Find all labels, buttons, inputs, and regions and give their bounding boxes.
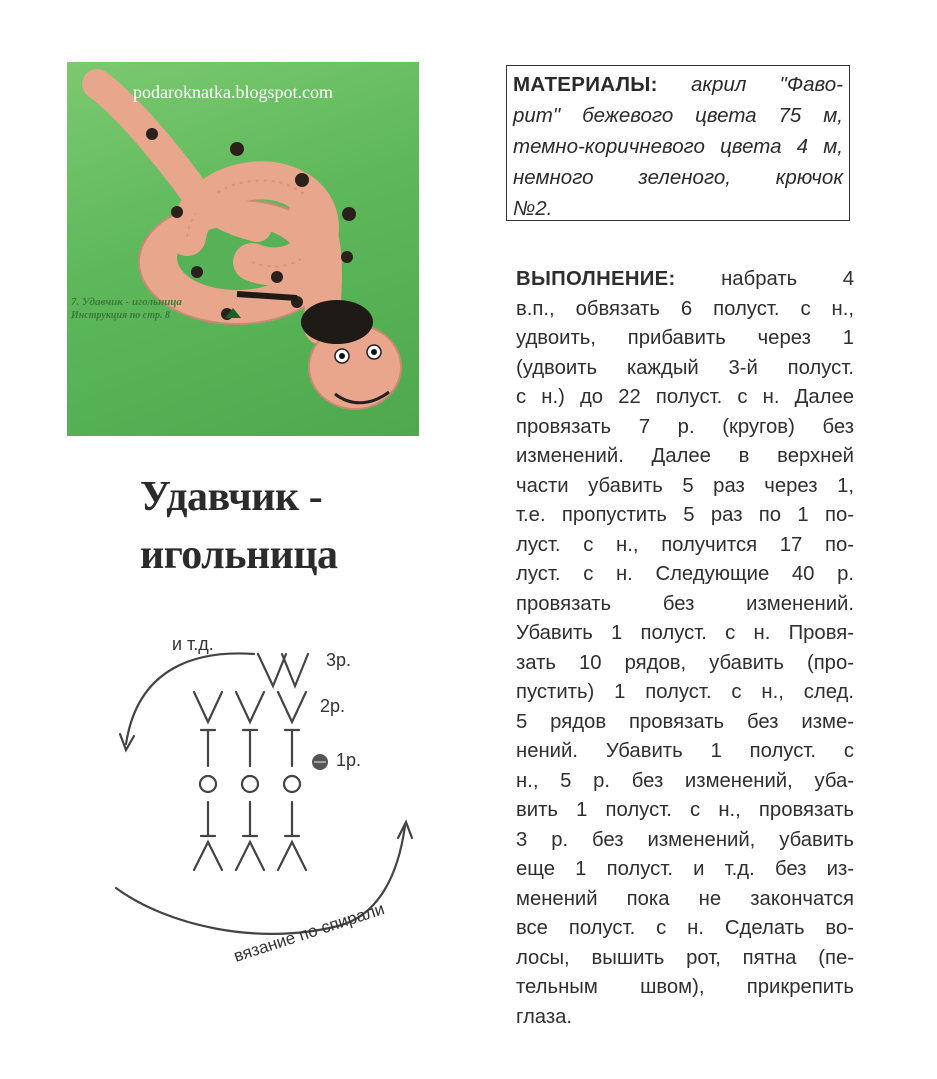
instructions-line: удвоить, прибавить через 1: [516, 327, 854, 349]
instructions-line: т.е. пропустить 5 раз по 1 по-: [516, 504, 854, 526]
crochet-chart: [108, 626, 418, 976]
row3-v2: [282, 654, 308, 686]
instructions: [516, 265, 854, 1032]
instructions-line: нений. Убавить 1 полуст. с: [516, 740, 854, 762]
materials-label: МАТЕРИАЛЫ:: [513, 73, 658, 96]
photo-caption: [71, 295, 182, 323]
materials-line-5: №2.: [513, 197, 553, 220]
instructions-line: 5 рядов провязать без изме-: [516, 710, 854, 733]
stitch-column-2: [236, 730, 264, 870]
instructions-line: с н.) до 22 полуст. с н. Далее: [516, 386, 854, 408]
instructions-line: еще 1 полуст. и т.д. без из-: [516, 858, 854, 880]
instructions-line: н., 5 р. без изменений, уба-: [516, 769, 854, 792]
page-title: [140, 468, 338, 584]
stitch-column-1: [194, 730, 222, 870]
instructions-line: луст. с н., получится 17 по-: [516, 533, 854, 556]
snake-photo: [67, 62, 419, 436]
photo-caption-title: 7. Удавчик - игольница: [71, 296, 182, 308]
instructions-line: менений пока не закончатся: [516, 887, 854, 910]
instructions-line: части убавить 5 раз через 1,: [516, 474, 854, 497]
instructions-line: 3 р. без изменений, убавить: [516, 828, 854, 851]
instructions-line: глаза.: [516, 1005, 573, 1028]
photo-caption-note: Инструкция по стр. 8: [71, 310, 170, 321]
instructions-label: ВЫПОЛНЕНИЕ:: [516, 268, 676, 290]
row3-v1: [258, 654, 286, 686]
row2-v3: [278, 692, 306, 722]
crochet-snake-illustration: [67, 62, 419, 436]
instructions-line: пустить) 1 полуст. с н., след.: [516, 681, 854, 703]
instructions-line: (удвоить каждый 3-й полуст.: [516, 356, 854, 379]
materials-line-4: немного зеленого, крючок: [513, 166, 843, 189]
blog-watermark: podaroknatka.blogspot.com: [133, 82, 333, 102]
label-row1: 1р.: [336, 750, 362, 770]
top-arrow-arc: [126, 653, 254, 744]
instructions-text: набрать 4: [721, 268, 854, 290]
materials-box: [506, 65, 850, 221]
instructions-line: провязать 7 р. (кругов) без: [516, 415, 854, 438]
instructions-line: все полуст. с н. Сделать во-: [516, 917, 854, 939]
instructions-line: в.п., обвязать 6 полуст. с н.,: [516, 297, 854, 320]
row2-v2: [236, 692, 264, 722]
stitch-column-3: [278, 730, 306, 870]
label-row2: 2р.: [320, 696, 346, 716]
materials-line-3: темно-коричневого цвета 4 м,: [513, 135, 843, 158]
instructions-line: зать 10 рядов, убавить (про-: [516, 651, 854, 674]
row2-v1: [194, 692, 222, 722]
materials-line-2: рит" бежевого цвета 75 м,: [513, 104, 843, 127]
instructions-line: вить 1 полуст. с н., провязать: [516, 799, 854, 821]
instructions-line: луст. с н. Следующие 40 р.: [516, 563, 854, 585]
label-row3: 3р.: [326, 650, 352, 670]
label-spiral: вязание по спирали: [231, 899, 387, 966]
label-etc: и т.д.: [172, 634, 214, 654]
page-title-line1: Удавчик -: [140, 474, 323, 520]
instructions-line: провязать без изменений.: [516, 592, 854, 615]
crochet-diagram: [108, 626, 418, 981]
instructions-line: Убавить 1 полуст. с н. Провя-: [516, 622, 854, 644]
page-title-line2: игольница: [140, 532, 338, 578]
instructions-line: тельным швом), прикрепить: [516, 976, 854, 998]
instructions-line: лосы, вышить рот, пятна (пе-: [516, 946, 854, 969]
materials-line-1: [513, 69, 843, 100]
instructions-line: изменений. Далее в верхней: [516, 445, 854, 467]
materials-text-1: акрил "Фаво-: [690, 73, 844, 96]
instructions-line: [516, 265, 854, 295]
